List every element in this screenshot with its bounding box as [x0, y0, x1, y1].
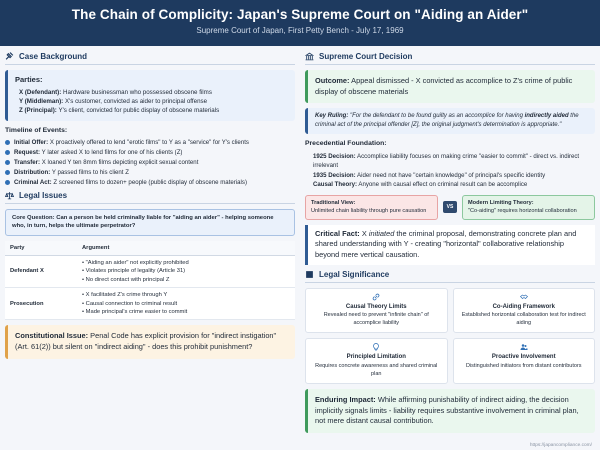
significance-card: Proactive Involvement Distinguished initiators from distant contributors	[453, 338, 596, 384]
traditional-view: Traditional View: Unlimited chain liability through pure causation	[305, 195, 438, 220]
precedent-item: 1925 Decision: Accomplice liability focuses on making crime "easier to commit" - direct vs. indirect irrelevant	[313, 153, 580, 170]
precedent-item: 1935 Decision: Aider need not have "certain knowledge" of principal's specific identity	[313, 171, 546, 179]
table-row: Prosecution • X facilitated Z's crime through Y • Causal connection to criminal result • Made principal's crime easier to commit	[5, 288, 295, 320]
lightbulb-icon	[372, 343, 380, 351]
flag-icon	[305, 270, 314, 279]
table-row: Defendant X • "Aiding an aider" not explicitly prohibited • Violates principle of legality (Article 31) • No direct contact with principal Z	[5, 255, 295, 287]
significance-card: Co-Aiding Framework Established horizontal collaboration test for indirect aiding	[453, 288, 596, 334]
handshake-icon	[520, 293, 528, 301]
timeline-dot	[5, 140, 10, 145]
right-column	[305, 52, 595, 438]
page-header	[0, 0, 600, 46]
parties-title: Parties:	[15, 75, 43, 84]
case-background-header: Case Background	[5, 52, 295, 65]
significance-grid	[305, 288, 595, 384]
table-header: Party	[5, 241, 77, 256]
enduring-impact: Enduring Impact: While affirming punishability of indirect aiding, the decision implicitly signals limits - liability requires substantive involvement in criminal plan, not mere distant causal contribution.	[305, 389, 595, 433]
decision-header: Supreme Court Decision	[305, 52, 595, 65]
party-item: Y (Middleman): X's customer, convicted as aider to principal offense	[19, 97, 208, 105]
footer-url: https://japancompliance.com/	[529, 443, 592, 448]
table-header: Argument	[77, 241, 295, 256]
timeline-item: Transfer: X loaned Y ten 8mm films depicting explicit sexual content	[5, 159, 295, 166]
timeline-item: Request: Y later asked X to lend films for one of his clients (Z)	[5, 149, 295, 156]
party-item: X (Defendant): Hardware businessman who possessed obscene films	[19, 88, 212, 96]
precedents	[305, 139, 595, 189]
critical-fact: Critical Fact: X initiated the criminal proposal, demonstrating concrete plan and shared understanding with Y - creating "horizontal" collaborative relationship beyond mere vertical causation.	[305, 225, 595, 265]
timeline-dot	[5, 170, 10, 175]
legal-issues-header: Legal Issues	[5, 191, 295, 204]
precedent-item: Causal Theory: Anyone with causal effect on criminal result can be accomplice	[313, 181, 528, 189]
constitutional-issue: Constitutional Issue: Penal Code has explicit provision for "indirect instigation" (Art. 61(2)) but silent on "indirect aiding" - does this prohibit punishment?	[5, 325, 295, 358]
users-icon	[520, 343, 528, 351]
significance-header: Legal Significance	[305, 270, 595, 283]
timeline-dot	[5, 180, 10, 185]
views-comparison	[305, 195, 595, 220]
timeline-item: Initial Offer: X proactively offered to lend "erotic films" to Y as a "service" for Y's clients	[5, 139, 295, 146]
party-item: Z (Principal): Y's client, convicted for public display of obscene materials	[19, 106, 220, 114]
page-title: The Chain of Complicity: Japan's Supreme Court on "Aiding an Aider"	[71, 7, 529, 22]
timeline-title: Timeline of Events:	[5, 126, 68, 134]
significance-card: Principled Limitation Requires concrete awareness and shared criminal plan	[305, 338, 448, 384]
core-question: Core Question: Can a person be held criminally liable for "aiding an aider" - helping someone who, in turn, helps the ultimate perpetrator?	[5, 209, 295, 236]
timeline-item: Criminal Act: Z screened films to dozen+ people (public display of obscene materials)	[5, 179, 295, 186]
arguments-table	[5, 241, 295, 320]
timeline	[5, 139, 295, 186]
scales-icon	[5, 191, 14, 200]
page-subtitle: Supreme Court of Japan, First Petty Bench - July 17, 1969	[196, 26, 404, 35]
outcome-box: Outcome: Appeal dismissed - X convicted as accomplice to Z's crime of public display of obscene materials	[305, 70, 595, 103]
gavel-icon	[5, 52, 14, 61]
timeline-item: Distribution: Y passed films to his client Z	[5, 169, 295, 176]
vs-badge: VS	[443, 201, 457, 213]
left-column	[5, 52, 295, 438]
link-icon	[372, 293, 380, 301]
significance-card: Causal Theory Limits Revealed need to prevent "infinite chain" of accomplice liability	[305, 288, 448, 334]
building-icon	[305, 52, 314, 61]
modern-view: Modern Limiting Theory: "Co-aiding" requires horizontal collaboration	[462, 195, 595, 220]
precedent-title: Precedential Foundation:	[305, 140, 387, 148]
timeline-dot	[5, 150, 10, 155]
timeline-dot	[5, 160, 10, 165]
parties-box	[5, 70, 295, 121]
key-ruling: Key Ruling: "For the defendant to be found guilty as an accomplice for having indirectly aided the criminal act of the principal offender [Z], the original judgment's determination is appropriate."	[305, 108, 595, 134]
